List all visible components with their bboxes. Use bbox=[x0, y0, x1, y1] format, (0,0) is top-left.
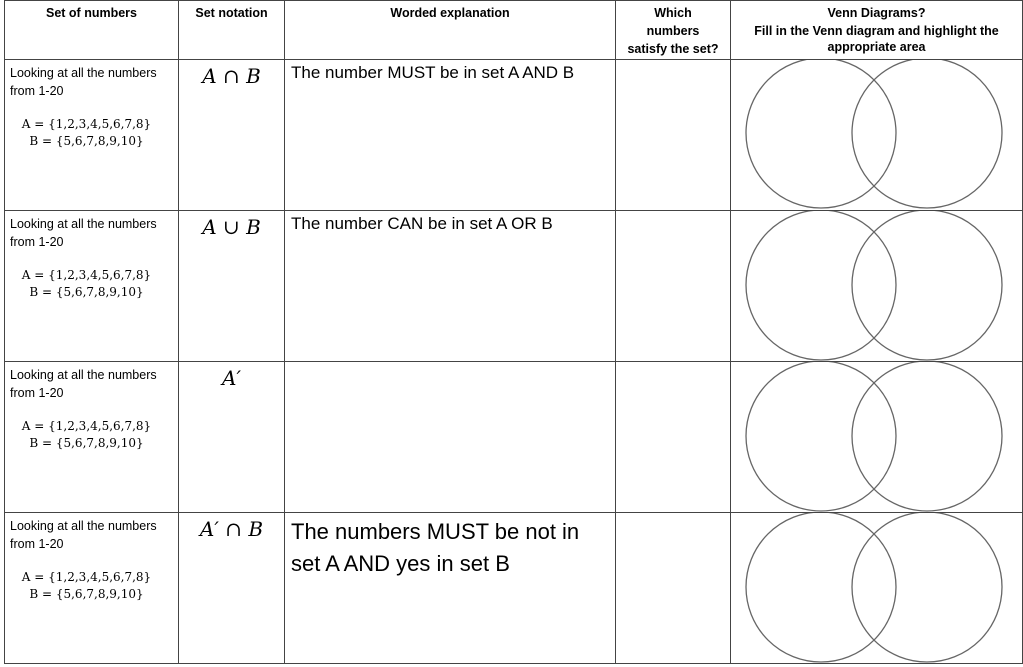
set-b-definition: B = {5,6,7,8,9,10} bbox=[29, 285, 144, 299]
set-b-definition: B = {5,6,7,8,9,10} bbox=[29, 134, 144, 148]
venn-diagram-cell[interactable] bbox=[731, 362, 1023, 513]
header-venn bbox=[731, 1, 1023, 60]
context-text: Looking at all the numbers from 1-20 bbox=[10, 217, 157, 249]
set-notation: A ∩ B bbox=[179, 60, 285, 211]
worded-explanation[interactable]: The number MUST be in set A AND B bbox=[285, 60, 616, 211]
set-description-cell bbox=[5, 362, 179, 513]
venn-diagram-cell[interactable] bbox=[731, 211, 1023, 362]
set-definitions bbox=[5, 569, 178, 603]
venn-diagram[interactable] bbox=[731, 513, 1023, 664]
set-a-definition: A = {1,2,3,4,5,6,7,8} bbox=[21, 570, 152, 584]
venn-diagram-cell[interactable] bbox=[731, 513, 1023, 664]
answer-cell[interactable] bbox=[616, 513, 731, 664]
header-which-line-3: satisfy the set? bbox=[627, 42, 719, 56]
table-row bbox=[5, 513, 1023, 664]
worded-explanation[interactable] bbox=[285, 362, 616, 513]
header-which-line-1: Which bbox=[654, 6, 692, 20]
header-row bbox=[5, 1, 1023, 60]
set-description-cell bbox=[5, 513, 179, 664]
worksheet bbox=[4, 0, 1022, 666]
context-text: Looking at all the numbers from 1-20 bbox=[10, 519, 157, 551]
venn-circle-b[interactable] bbox=[852, 60, 1002, 208]
set-b-definition: B = {5,6,7,8,9,10} bbox=[29, 587, 144, 601]
set-a-definition: A = {1,2,3,4,5,6,7,8} bbox=[21, 268, 152, 282]
set-a-definition: A = {1,2,3,4,5,6,7,8} bbox=[21, 419, 152, 433]
table-row bbox=[5, 211, 1023, 362]
table-row bbox=[5, 362, 1023, 513]
context-text: Looking at all the numbers from 1-20 bbox=[10, 368, 157, 400]
venn-diagram-cell[interactable] bbox=[731, 60, 1023, 211]
header-which-numbers bbox=[616, 1, 731, 60]
set-notation: A′ bbox=[179, 362, 285, 513]
set-a-definition: A = {1,2,3,4,5,6,7,8} bbox=[21, 117, 152, 131]
context-text: Looking at all the numbers from 1-20 bbox=[10, 66, 157, 98]
answer-cell[interactable] bbox=[616, 60, 731, 211]
header-set-of-numbers: Set of numbers bbox=[5, 1, 179, 60]
set-b-definition: B = {5,6,7,8,9,10} bbox=[29, 436, 144, 450]
header-worded-explanation: Worded explanation bbox=[285, 1, 616, 60]
header-venn-line-2: Fill in the Venn diagram and highlight the bbox=[754, 24, 999, 38]
worded-explanation[interactable]: The numbers MUST be not in set A AND yes in set B bbox=[285, 513, 616, 664]
answer-cell[interactable] bbox=[616, 362, 731, 513]
set-definitions bbox=[5, 418, 178, 452]
set-description-cell bbox=[5, 60, 179, 211]
header-set-notation: Set notation bbox=[179, 1, 285, 60]
set-description-cell bbox=[5, 211, 179, 362]
worded-explanation[interactable]: The number CAN be in set A OR B bbox=[285, 211, 616, 362]
set-definitions bbox=[5, 267, 178, 301]
venn-diagram[interactable] bbox=[731, 60, 1023, 211]
venn-diagram[interactable] bbox=[731, 362, 1023, 513]
set-notation: A ∪ B bbox=[179, 211, 285, 362]
answer-cell[interactable] bbox=[616, 211, 731, 362]
header-which-line-2: numbers bbox=[646, 24, 700, 38]
set-notation: A′ ∩ B bbox=[179, 513, 285, 664]
sets-table bbox=[4, 0, 1023, 664]
set-definitions bbox=[5, 116, 178, 150]
header-venn-line-3: appropriate area bbox=[827, 40, 926, 54]
header-venn-line-1: Venn Diagrams? bbox=[827, 6, 926, 20]
venn-diagram[interactable] bbox=[731, 211, 1023, 362]
table-row bbox=[5, 60, 1023, 211]
